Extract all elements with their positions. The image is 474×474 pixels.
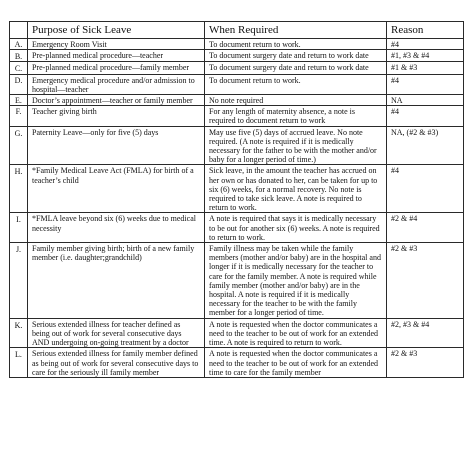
row-letter: H. [10,165,28,213]
row-purpose: Serious extended illness for family member defined as being out of work for several consecutive days to care for the seriously ill family member [28,348,205,378]
table-row [10,318,464,348]
sick-leave-table [9,21,464,378]
row-reason: #1, #3 & #4 [387,50,464,62]
row-when-required: Family illness may be taken while the family members (mother and/or baby) are in the hospital and longer if it is medically necessary for the teacher to care for the family member. A note is required while family member (mother and/or baby) are in the hospital. A note is required if it is medically necessary for the teacher to be with the family member for a longer period of time. [205,243,387,319]
table-header [10,22,464,39]
table-body [10,39,464,378]
row-when-required: To document surgery date and return to work date [205,50,387,62]
table-row [10,243,464,319]
header-reason: Reason [387,22,464,39]
row-purpose: Emergency Room Visit [28,39,205,50]
row-purpose: Pre-planned medical procedure—family member [28,62,205,74]
row-when-required: A note is required that says it is medically necessary to be out for another six (6) weeks. A note is required to return to work. [205,213,387,243]
row-when-required: For any length of maternity absence, a note is required to document return to work [205,106,387,126]
row-purpose: Pre-planned medical procedure—teacher [28,50,205,62]
row-letter: F. [10,106,28,126]
row-purpose: Family member giving birth; birth of a new family member (i.e. daughter;grandchild) [28,243,205,319]
row-letter: D. [10,74,28,94]
row-when-required: A note is requested when the doctor communicates a need to the teacher to be out of work for an extended time to care for the family member [205,348,387,378]
table-row [10,213,464,243]
row-letter: E. [10,95,28,106]
table-row [10,62,464,74]
row-letter: G. [10,126,28,165]
table-row [10,74,464,94]
header-row [10,22,464,39]
table-row [10,95,464,106]
row-letter: J. [10,243,28,319]
row-reason: #4 [387,165,464,213]
row-letter: L. [10,348,28,378]
row-reason: #1 & #3 [387,62,464,74]
row-letter: C. [10,62,28,74]
row-reason: #4 [387,106,464,126]
row-purpose: Teacher giving birth [28,106,205,126]
row-letter: A. [10,39,28,50]
row-letter: I. [10,213,28,243]
row-when-required: May use five (5) days of accrued leave. No note required. (A note is required if it is medically necessary for the father to be with the mother and/or baby for a longer period of time.) [205,126,387,165]
row-reason: #2 & #4 [387,213,464,243]
table-row [10,39,464,50]
row-purpose: *Family Medical Leave Act (FMLA) for birth of a teacher’s child [28,165,205,213]
row-when-required: To document return to work. [205,74,387,94]
table-row [10,165,464,213]
table-row [10,50,464,62]
row-when-required: A note is requested when the doctor communicates a need to the teacher to be out of work for an extended time. A note is required to return to work. [205,318,387,348]
row-when-required: No note required [205,95,387,106]
row-when-required: To document return to work. [205,39,387,50]
row-reason: #2 & #3 [387,243,464,319]
row-letter: K. [10,318,28,348]
row-when-required: To document surgery date and return to work date [205,62,387,74]
header-purpose: Purpose of Sick Leave [28,22,205,39]
table-row [10,106,464,126]
row-reason: #2 & #3 [387,348,464,378]
row-purpose: *FMLA leave beyond six (6) weeks due to medical necessity [28,213,205,243]
row-when-required: Sick leave, in the amount the teacher has accrued on her own or has donated to her, can be taken for up to six (6) weeks, for a normal recovery. No note is required to take sick leave. A note is required to return to work. [205,165,387,213]
row-reason: #4 [387,74,464,94]
row-reason: NA, (#2 & #3) [387,126,464,165]
row-purpose: Serious extended illness for teacher defined as being out of work for several consecutive days AND undergoing on-going treatment by a doctor [28,318,205,348]
row-purpose: Emergency medical procedure and/or admission to hospital—teacher [28,74,205,94]
row-purpose: Doctor’s appointment—teacher or family member [28,95,205,106]
row-purpose: Paternity Leave—only for five (5) days [28,126,205,165]
row-reason: #2, #3 & #4 [387,318,464,348]
header-letter [10,22,28,39]
row-reason: #4 [387,39,464,50]
row-letter: B. [10,50,28,62]
row-reason: NA [387,95,464,106]
header-when-required: When Required [205,22,387,39]
table-row [10,348,464,378]
table-row [10,126,464,165]
